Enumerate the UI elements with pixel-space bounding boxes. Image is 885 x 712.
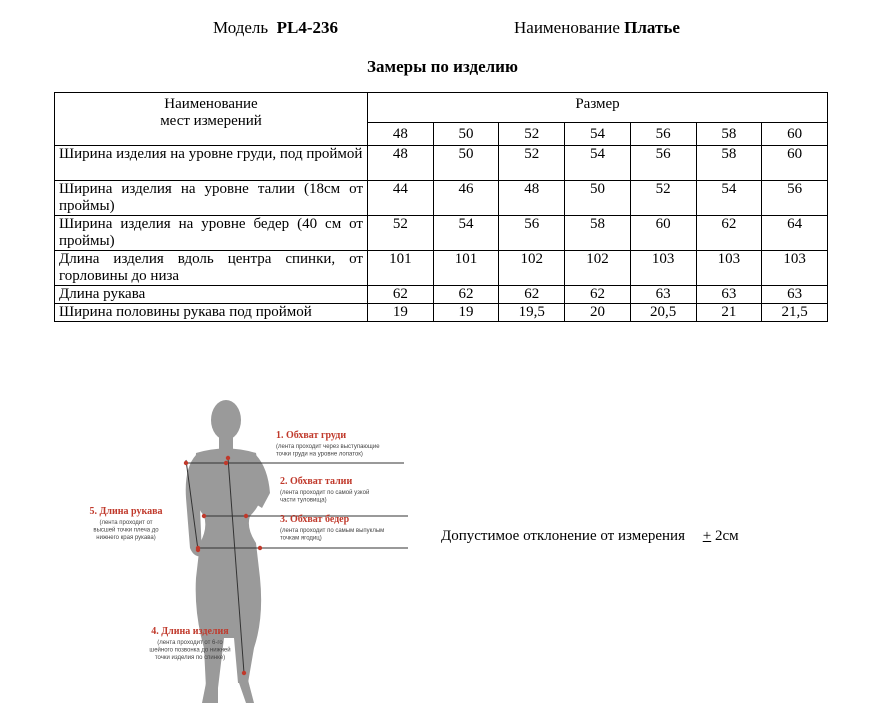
measurement-value: 64 [762,216,828,251]
measurement-label-note: нижнего края рукава) [96,535,156,541]
measurement-value: 58 [565,216,631,251]
measurement-value: 102 [565,251,631,286]
size-column-header: 60 [762,123,828,146]
measurement-value: 58 [696,146,762,181]
measurement-value: 48 [368,146,434,181]
measurement-value: 20,5 [630,304,696,322]
size-column-header: 54 [565,123,631,146]
measurement-value: 44 [368,181,434,216]
size-table [54,92,828,322]
measurement-value: 60 [630,216,696,251]
size-header: Размер [368,93,828,123]
measurement-value: 56 [762,181,828,216]
measurement-value: 19 [433,304,499,322]
tolerance-text: Допустимое отклонение от измерения [441,528,685,544]
head-shape [211,400,241,440]
measurement-label-note: (лента проходит от 6-го [157,640,223,646]
measurement-value: 103 [696,251,762,286]
right-leg-shape [238,680,254,703]
left-leg-shape [202,683,218,703]
measurement-point [244,514,248,518]
table-row [55,216,828,251]
measurement-value: 62 [433,286,499,304]
measurement-label-title: 5. Длина рукава [89,506,163,517]
measurement-label-note: шейного позвонка до нижней [149,647,231,654]
measurement-value: 54 [433,216,499,251]
model-value: PL4-236 [276,18,339,37]
measurement-value: 56 [499,216,565,251]
measurement-value: 46 [433,181,499,216]
measurement-value: 20 [565,304,631,322]
model-heading [213,18,338,38]
measurement-label: Ширина изделия на уровне талии (18см от проймы) [55,181,368,216]
size-column-header: 52 [499,123,565,146]
measurement-value: 50 [565,181,631,216]
table-row [55,181,828,216]
measurement-label-note: (лента проходит от [99,520,153,526]
product-name-heading [514,18,680,38]
table-row [55,286,828,304]
measurement-point [202,514,206,518]
measurement-value: 19,5 [499,304,565,322]
measurement-value: 21 [696,304,762,322]
measurement-value: 52 [630,181,696,216]
measurement-label-title: 3. Обхват бедер [280,514,350,525]
measurement-value: 103 [762,251,828,286]
measurement-label-note: высшей точки плеча до [93,527,159,534]
measurement-value: 62 [565,286,631,304]
measurement-label-note: точкам ягодиц) [280,535,322,542]
size-column-header: 56 [630,123,696,146]
measurement-value: 62 [696,216,762,251]
size-column-header: 48 [368,123,434,146]
body-measurement-diagram [78,398,423,708]
measurement-value: 54 [565,146,631,181]
measurement-value: 62 [368,286,434,304]
measurement-point [242,671,246,675]
measurement-label: Длина изделия вдоль центра спинки, от горловины до низа [55,251,368,286]
measurement-label: Ширина изделия на уровне груди, под проймой [55,146,368,181]
measurement-value: 63 [696,286,762,304]
measurement-label: Ширина половины рукава под проймой [55,304,368,322]
left-arm-shape [186,455,202,556]
tolerance-note [441,528,739,545]
neck-shape [219,436,233,450]
measurement-label-note: части туловища) [280,497,327,504]
measurement-value: 60 [762,146,828,181]
measurement-point [258,546,262,550]
measurement-point [184,461,188,465]
measurement-value: 52 [499,146,565,181]
tolerance-sign: + [702,528,712,544]
table-row [55,146,828,181]
measurement-point [224,461,228,465]
measurement-point [196,548,200,552]
measurement-label: Длина рукава [55,286,368,304]
measurement-label-title: 2. Обхват талии [280,476,353,487]
measurement-value: 48 [499,181,565,216]
measurement-value: 103 [630,251,696,286]
size-column-header: 58 [696,123,762,146]
table-row [55,251,828,286]
measurement-value: 19 [368,304,434,322]
measurement-value: 21,5 [762,304,828,322]
measurement-value: 63 [762,286,828,304]
measurement-value: 101 [368,251,434,286]
table-row [55,304,828,322]
measurement-label-title: 1. Обхват груди [276,430,347,441]
measurement-label: Ширина изделия на уровне бедер (40 см от проймы) [55,216,368,251]
measurement-label-note: точки груди на уровне лопаток) [276,451,363,458]
measurement-value: 101 [433,251,499,286]
measurement-label-note: (лента проходит по самым выпуклым [280,528,385,534]
measurement-header: Наименование мест измерений [55,93,368,146]
measurement-point [226,456,230,460]
measurement-value: 54 [696,181,762,216]
measurements-title: Замеры по изделию [367,57,518,76]
size-column-header: 50 [433,123,499,146]
measurement-value: 102 [499,251,565,286]
measurement-label-note: точки изделия по спинке) [154,655,226,661]
measurement-value: 52 [368,216,434,251]
name-label: Наименование [514,18,620,37]
measurement-label-title: 4. Длина изделия [151,626,229,637]
measurement-label-note: (лента проходит через выступающие [276,444,380,450]
measurement-value: 50 [433,146,499,181]
measurement-value: 63 [630,286,696,304]
model-label: Модель [213,18,269,37]
measurement-label-note: (лента проходит по самой узкой [280,490,370,496]
measurement-value: 62 [499,286,565,304]
measurement-value: 56 [630,146,696,181]
name-value: Платье [624,18,680,37]
tolerance-value: 2см [714,528,739,544]
